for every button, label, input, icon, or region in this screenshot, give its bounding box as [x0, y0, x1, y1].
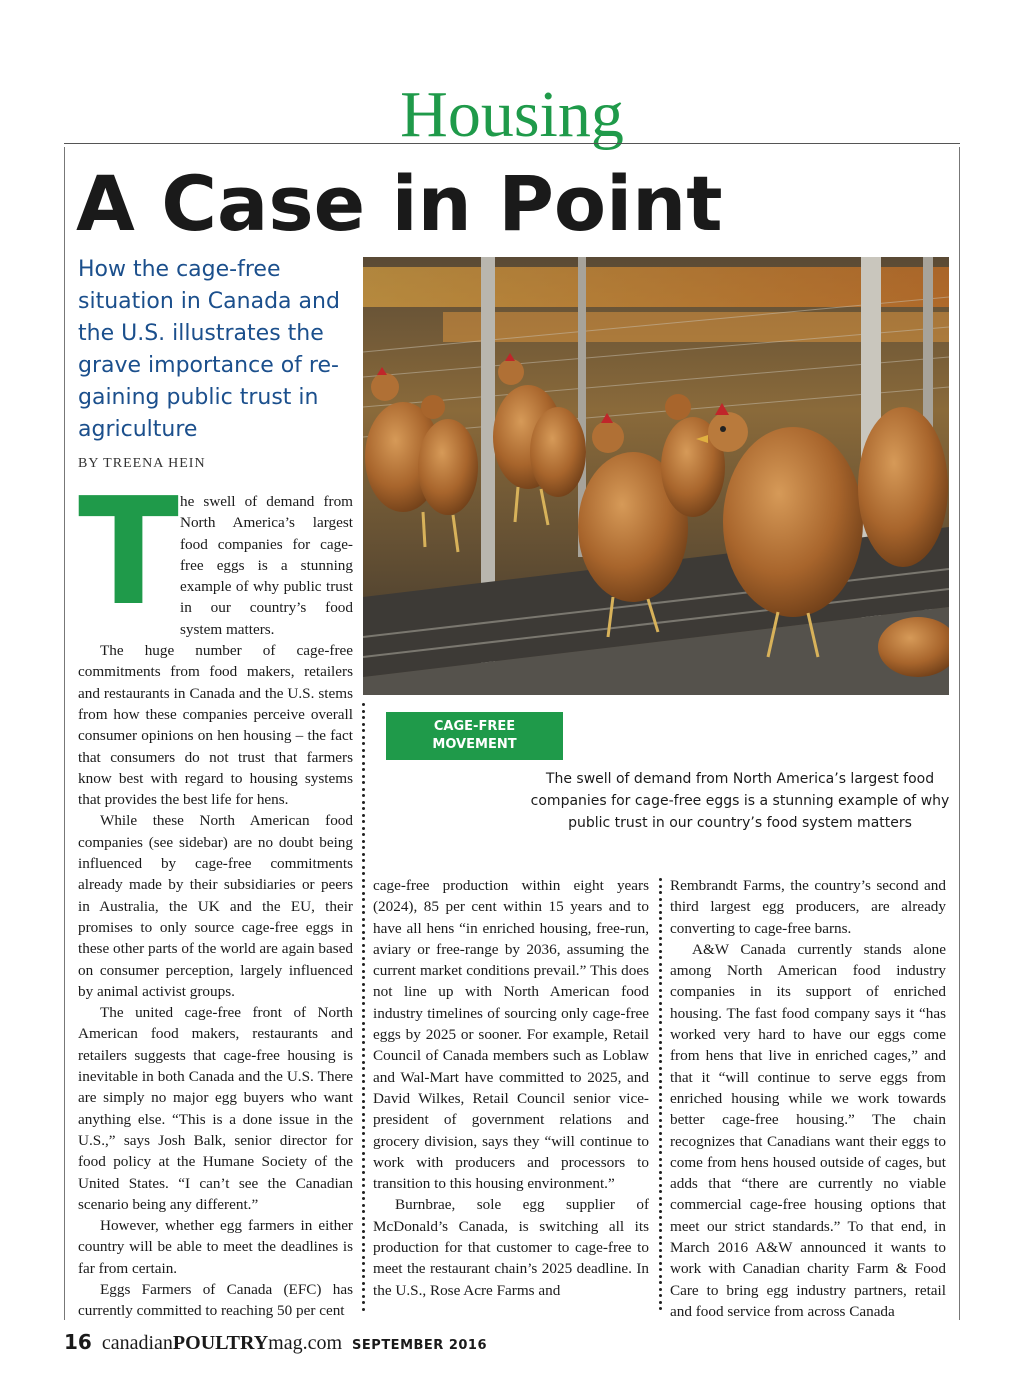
column-divider-2 [659, 878, 663, 1314]
divider-dot [362, 807, 365, 810]
divider-dot [362, 879, 365, 882]
divider-dot [362, 1171, 365, 1174]
divider-dot [362, 892, 365, 895]
divider-dot [659, 1112, 662, 1115]
divider-dot [362, 1217, 365, 1220]
divider-dot [362, 1288, 365, 1291]
divider-dot [362, 963, 365, 966]
divider-dot [659, 1151, 662, 1154]
article-column-1 [78, 491, 353, 1321]
divider-dot [362, 944, 365, 947]
divider-dot [659, 1203, 662, 1206]
divider-dot [362, 1275, 365, 1278]
divider-dot [659, 950, 662, 953]
divider-dot [362, 1165, 365, 1168]
divider-dot [659, 1171, 662, 1174]
divider-dot [362, 1210, 365, 1213]
divider-dot [659, 1119, 662, 1122]
divider-dot [362, 1009, 365, 1012]
page-footer [64, 1330, 487, 1355]
divider-dot [362, 1061, 365, 1064]
divider-dot [659, 1216, 662, 1219]
divider-dot [659, 1210, 662, 1213]
site-suffix: mag.com [268, 1332, 343, 1354]
section-title: Housing [400, 78, 624, 151]
divider-dot [362, 1113, 365, 1116]
divider-dot [362, 1308, 365, 1311]
divider-dot [659, 904, 662, 907]
site-brand: POULTRY [172, 1332, 269, 1354]
divider-dot [362, 723, 365, 726]
divider-dot [659, 1307, 662, 1310]
divider-dot [362, 950, 365, 953]
divider-dot [362, 924, 365, 927]
divider-dot [362, 989, 365, 992]
divider-dot [362, 1197, 365, 1200]
divider-dot [362, 976, 365, 979]
divider-dot [659, 1301, 662, 1304]
divider-dot [362, 742, 365, 745]
divider-dot [659, 924, 662, 927]
divider-dot [659, 943, 662, 946]
divider-dot [659, 976, 662, 979]
divider-dot [659, 930, 662, 933]
divider-dot [659, 1086, 662, 1089]
divider-dot [362, 840, 365, 843]
badge-line-2: MOVEMENT [432, 737, 517, 752]
hens-illustration [363, 257, 949, 695]
divider-dot [362, 1132, 365, 1135]
headline: A Case in Point [76, 159, 723, 248]
paragraph: While these North American food companies (see sidebar) are no doubt being influenced by cage-free commitments already made by their subsidiaries or peers in Australia, the UK and the EU, their promises to only source cage-free eggs in these other parts of the world are again based on consumer perception, largely influenced by animal activist groups. [78, 812, 353, 1000]
divider-dot [362, 853, 365, 856]
hens-barn-photo [363, 257, 949, 695]
paragraph: However, whether egg farmers in either country will be able to meet the deadlines is far from certain. [78, 1217, 353, 1277]
divider-dot [659, 1229, 662, 1232]
divider-dot [362, 846, 365, 849]
divider-dot [659, 1047, 662, 1050]
divider-dot [362, 729, 365, 732]
divider-dot [362, 762, 365, 765]
divider-dot [362, 1002, 365, 1005]
divider-dot [362, 1256, 365, 1259]
divider-dot [362, 957, 365, 960]
divider-dot [659, 1060, 662, 1063]
divider-dot [362, 1015, 365, 1018]
divider-dot [362, 716, 365, 719]
article-column-2 [373, 875, 649, 1321]
divider-dot [362, 794, 365, 797]
paragraph: A&W Canada currently stands alone among North American food industry companies in its support of enriched housing. The fast food company says it “has worked very hard to have our eggs come from hens that live in enriched cages,” and that it “will continue to serve eggs from enriched housing while we work towards better cage-free housing.” The chain recognizes that Canadians want their eggs to come from hens housed outside of cages, but adds that “there are currently no viable commercial cage-free housing options that meet our strict standards.” To that end, in March 2016 A&W announced it wants to work with Canadian charity Farm & Food Care to bring egg industry partners, retail and food service from across Canada [670, 940, 946, 1320]
divider-dot [362, 898, 365, 901]
divider-dot [362, 1106, 365, 1109]
divider-dot [362, 1204, 365, 1207]
divider-dot [362, 866, 365, 869]
divider-dot [659, 1021, 662, 1024]
divider-dot [659, 1145, 662, 1148]
divider-dot [659, 969, 662, 972]
paragraph: cage-free production within eight years (2024), 85 per cent within 15 years and to have all hens “in enriched housing, free-run, aviary or free-range by 2036, assuming the current market conditions prevail.” This does not line up with North American food industry timelines of sourcing only cage-free eggs by 2025 or sooner. For example, Retail Council of Canada members such as Loblaw and Wal-Mart have committed to 2025, and David Wilkes, Retail Council senior vice-president of government relations and grocery division, says they “will continue to work with producers and processors to transition to this housing environment.” [373, 877, 649, 1193]
divider-dot [659, 1054, 662, 1057]
divider-dot [362, 736, 365, 739]
divider-dot [362, 905, 365, 908]
divider-dot [659, 1073, 662, 1076]
divider-dot [659, 1249, 662, 1252]
divider-dot [659, 1268, 662, 1271]
divider-dot [659, 1242, 662, 1245]
divider-dot [659, 1288, 662, 1291]
divider-dot [362, 911, 365, 914]
divider-dot [659, 1067, 662, 1070]
divider-dot [362, 710, 365, 713]
divider-dot [659, 878, 662, 881]
divider-dot [362, 768, 365, 771]
badge-line-1: CAGE-FREE [433, 719, 516, 734]
divider-dot [659, 917, 662, 920]
divider-dot [659, 1197, 662, 1200]
divider-dot [362, 1243, 365, 1246]
byline: BY TREENA HEIN [78, 456, 206, 471]
divider-dot [659, 1177, 662, 1180]
divider-dot [362, 775, 365, 778]
paragraph: Burnbrae, sole egg supplier of McDonald’s Canada, is switching all its production for that customer to cage-free to meet the restaurant chain’s 2025 deadline. In the U.S., Rose Acre Farms and [373, 1196, 649, 1299]
paragraph: The huge number of cage-free commitments from food makers, retailers and restaurants in Canada and the U.S. stems from how these companies perceive overall consumer opinions on hen housing – the fact that consumers do not trust that farmers know best with regard to housing systems that provides the best life for hens. [78, 642, 353, 809]
paragraph-1 [78, 491, 353, 640]
divider-dot [362, 1295, 365, 1298]
divider-dot [362, 1048, 365, 1051]
divider-dot [659, 911, 662, 914]
divider-dot [659, 1015, 662, 1018]
divider-dot [659, 1099, 662, 1102]
divider-dot [659, 1164, 662, 1167]
column-divider-1 [362, 703, 366, 1314]
divider-dot [362, 1126, 365, 1129]
article-column-3 [670, 875, 946, 1321]
divider-dot [362, 1145, 365, 1148]
divider-dot [362, 1191, 365, 1194]
divider-dot [362, 918, 365, 921]
divider-dot [659, 1223, 662, 1226]
divider-dot [362, 872, 365, 875]
divider-dot [362, 996, 365, 999]
divider-dot [362, 1074, 365, 1077]
top-rule [64, 143, 960, 144]
divider-dot [362, 1282, 365, 1285]
divider-dot [659, 989, 662, 992]
divider-dot [659, 1275, 662, 1278]
divider-dot [362, 833, 365, 836]
magazine-site [102, 1332, 342, 1355]
divider-dot [362, 859, 365, 862]
divider-dot [362, 755, 365, 758]
divider-dot [362, 1093, 365, 1096]
divider-dot [362, 931, 365, 934]
divider-dot [659, 1093, 662, 1096]
divider-dot [362, 1262, 365, 1265]
divider-dot [362, 970, 365, 973]
divider-dot [362, 801, 365, 804]
divider-dot [362, 788, 365, 791]
divider-dot [659, 1138, 662, 1141]
divider-dot [362, 1178, 365, 1181]
divider-dot [659, 1294, 662, 1297]
divider-dot [362, 1028, 365, 1031]
divider-dot [659, 1132, 662, 1135]
divider-dot [362, 1041, 365, 1044]
divider-dot [362, 1184, 365, 1187]
divider-dot [362, 1022, 365, 1025]
divider-dot [362, 703, 365, 706]
divider-dot [362, 1301, 365, 1304]
divider-dot [362, 1236, 365, 1239]
issue-date: SEPTEMBER 2016 [352, 1338, 488, 1353]
photo-caption: The swell of demand from North America’s largest food companies for cage-free eggs is a stunning example of why public trust in our country’s food system matters [530, 771, 950, 831]
divider-dot [362, 983, 365, 986]
divider-dot [659, 898, 662, 901]
divider-dot [362, 1119, 365, 1122]
divider-dot [659, 1158, 662, 1161]
paragraph: The united cage-free front of North American food makers, restaurants and retailers suggests that cage-free housing is inevitable in both Canada and the U.S. There are simply no major egg buyers who want anything else. “This is a done issue in the U.S.,” says Josh Balk, senior director for food policy at the Humane Society of the United States. “I can’t see the Canadian scenario being any different.” [78, 1004, 353, 1213]
divider-dot [362, 1230, 365, 1233]
divider-dot [362, 1269, 365, 1272]
divider-dot [362, 885, 365, 888]
paragraph: Eggs Farmers of Canada (EFC) has currently committed to reaching 50 per cent [78, 1280, 353, 1320]
divider-dot [659, 1125, 662, 1128]
divider-dot [362, 1139, 365, 1142]
divider-dot [659, 1041, 662, 1044]
divider-dot [362, 1035, 365, 1038]
divider-dot [362, 1080, 365, 1083]
divider-dot [659, 1190, 662, 1193]
paragraph: Rembrandt Farms, the country’s second and third largest egg producers, are already converting to cage-free barns. [670, 877, 946, 937]
divider-dot [362, 1158, 365, 1161]
divider-dot [659, 995, 662, 998]
drop-cap: T [78, 491, 179, 638]
divider-dot [362, 781, 365, 784]
divider-dot [362, 820, 365, 823]
divider-dot [362, 937, 365, 940]
divider-dot [362, 814, 365, 817]
site-prefix: canadian [101, 1332, 173, 1354]
divider-dot [659, 1236, 662, 1239]
paragraph-1-text: he swell of demand from North America’s largest food companies for cage-free eggs is a stunning example of why public trust in our country’s food system matters. [180, 493, 353, 638]
divider-dot [362, 1100, 365, 1103]
divider-dot [362, 1249, 365, 1252]
divider-dot [659, 885, 662, 888]
divider-dot [659, 1255, 662, 1258]
divider-dot [362, 1152, 365, 1155]
divider-dot [362, 1054, 365, 1057]
divider-dot [362, 1067, 365, 1070]
divider-dot [362, 827, 365, 830]
divider-dot [659, 963, 662, 966]
divider-dot [659, 891, 662, 894]
divider-dot [659, 1002, 662, 1005]
divider-dot [659, 1008, 662, 1011]
deck-subheadline: How the cage-free situation in Canada and the U.S. illustrates the grave importance of re-gaining public trust in agriculture [78, 257, 340, 442]
divider-dot [659, 1106, 662, 1109]
divider-dot [362, 1087, 365, 1090]
divider-dot [659, 982, 662, 985]
divider-dot [362, 749, 365, 752]
divider-dot [659, 937, 662, 940]
page-number: 16 [64, 1330, 92, 1354]
divider-dot [659, 1028, 662, 1031]
divider-dot [659, 1184, 662, 1187]
divider-dot [659, 1281, 662, 1284]
divider-dot [659, 956, 662, 959]
divider-dot [362, 1223, 365, 1226]
divider-dot [659, 1080, 662, 1083]
category-badge [386, 712, 563, 760]
divider-dot [659, 1262, 662, 1265]
divider-dot [659, 1034, 662, 1037]
